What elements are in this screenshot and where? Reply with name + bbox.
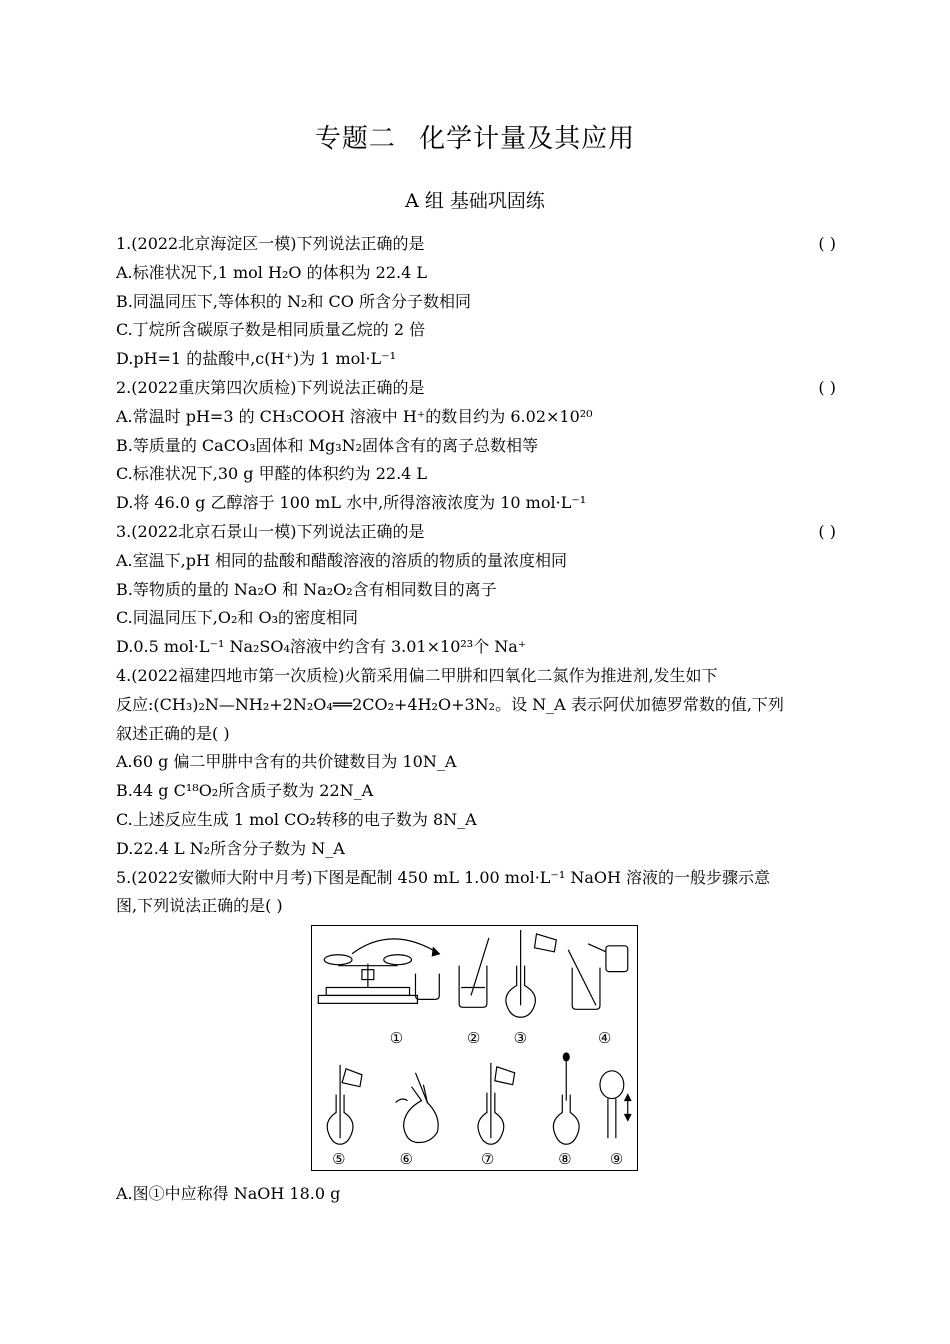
q2-option-b: B.等质量的 CaCO₃固体和 Mg₃N₂固体含有的离子总数相等 [116, 435, 539, 455]
step-label-3: ③ [513, 1029, 528, 1048]
q2-stem: 2.(2022重庆第四次质检)下列说法正确的是 ( ) [116, 374, 836, 403]
flask-step-5-icon [327, 1065, 362, 1144]
transfer-flask-icon [506, 930, 556, 1017]
q1-stem: 1.(2022北京海淀区一模)下列说法正确的是 ( ) [116, 230, 836, 259]
q3-stem: 3.(2022北京石景山一模)下列说法正确的是 ( ) [116, 518, 836, 547]
q1-option-a: A.标准状况下,1 mol H₂O 的体积为 22.4 L [116, 262, 427, 282]
q3-option-a: A.室温下,pH 相同的盐酸和醋酸溶液的溶质的物质的量浓度相同 [116, 550, 568, 570]
step-label-8: ⑧ [558, 1150, 572, 1169]
q5-stem-line2: 图,下列说法正确的是( ) [116, 896, 283, 916]
flask-step-7-icon [478, 1063, 515, 1144]
answer-paren: ( ) [818, 234, 836, 253]
q1-option-d: D.pH=1 的盐酸中,c(H⁺)为 1 mol·L⁻¹ [116, 349, 396, 369]
q4-option-c: C.上述反应生成 1 mol CO₂转移的电子数为 8N_A [116, 809, 477, 829]
wash-bottle-icon [568, 944, 628, 1009]
flask-step-9-icon [600, 1071, 631, 1138]
flask-step-6-icon [396, 1073, 439, 1143]
step-label-2: ② [467, 1029, 481, 1048]
step-label-1: ① [389, 1029, 404, 1048]
q2-option-d: D.将 46.0 g 乙醇溶于 100 mL 水中,所得溶液浓度为 10 mol·L⁻¹ [116, 493, 587, 513]
solution-prep-figure [311, 925, 638, 1171]
q2-option-c: C.标准状况下,30 g 甲醛的体积约为 22.4 L [116, 464, 428, 484]
balance-icon [318, 939, 439, 1003]
q2-option-a: A.常温时 pH=3 的 CH₃COOH 溶液中 H⁺的数目约为 6.02×10²⁰ [116, 406, 593, 426]
q4-option-b: B.44 g C¹⁸O₂所含质子数为 22N_A [116, 781, 374, 801]
beaker-stir-icon [459, 938, 489, 1007]
q5-option-a: A.图①中应称得 NaOH 18.0 g [116, 1184, 341, 1203]
lab-steps-illustration [312, 926, 637, 1170]
q1-option-b: B.同温同压下,等体积的 N₂和 CO 所含分子数相同 [116, 291, 471, 311]
section-subtitle: A 组 基础巩固练 [405, 190, 545, 212]
q3-option-b: B.等物质的量的 Na₂O 和 Na₂O₂含有相同数目的离子 [116, 579, 497, 599]
answer-paren: ( ) [818, 377, 836, 397]
q1-option-c: C.丁烷所含碳原子数是相同质量乙烷的 2 倍 [116, 320, 426, 340]
question-list [116, 230, 836, 921]
q3-option-d: D.0.5 mol·L⁻¹ Na₂SO₄溶液中约含有 3.01×10²³个 Na⁺ [116, 637, 527, 657]
q3-option-c: C.同温同压下,O₂和 O₃的密度相同 [116, 608, 358, 628]
step-label-5: ⑤ [332, 1150, 346, 1169]
q4-option-d: D.22.4 L N₂所含分子数为 N_A [116, 838, 345, 858]
q4-stem-line1: 4.(2022福建四地市第一次质检)火箭采用偏二甲肼和四氧化二氮作为推进剂,发生如下 [116, 665, 718, 685]
q4-stem-line2: 反应:(CH₃)₂N—NH₂+2N₂O₄══2CO₂+4H₂O+3N₂。设 N_A 表示阿伏加德罗常数的值,下列 [116, 694, 784, 714]
flask-step-8-icon [553, 1053, 579, 1144]
answer-paren: ( ) [818, 521, 836, 541]
step-label-4: ④ [597, 1029, 612, 1048]
q5-stem-line1: 5.(2022安徽师大附中月考)下图是配制 450 mL 1.00 mol·L⁻¹ NaOH 溶液的一般步骤示意 [116, 867, 771, 887]
q4-stem-line3: 叙述正确的是( ) [116, 723, 230, 743]
q4-option-a: A.60 g 偏二甲肼中含有的共价键数目为 10N_A [116, 752, 457, 772]
step-label-7: ⑦ [480, 1150, 495, 1169]
step-label-6: ⑥ [399, 1150, 413, 1169]
page-title: 专题二 化学计量及其应用 [314, 124, 636, 154]
step-label-9: ⑨ [609, 1150, 624, 1169]
